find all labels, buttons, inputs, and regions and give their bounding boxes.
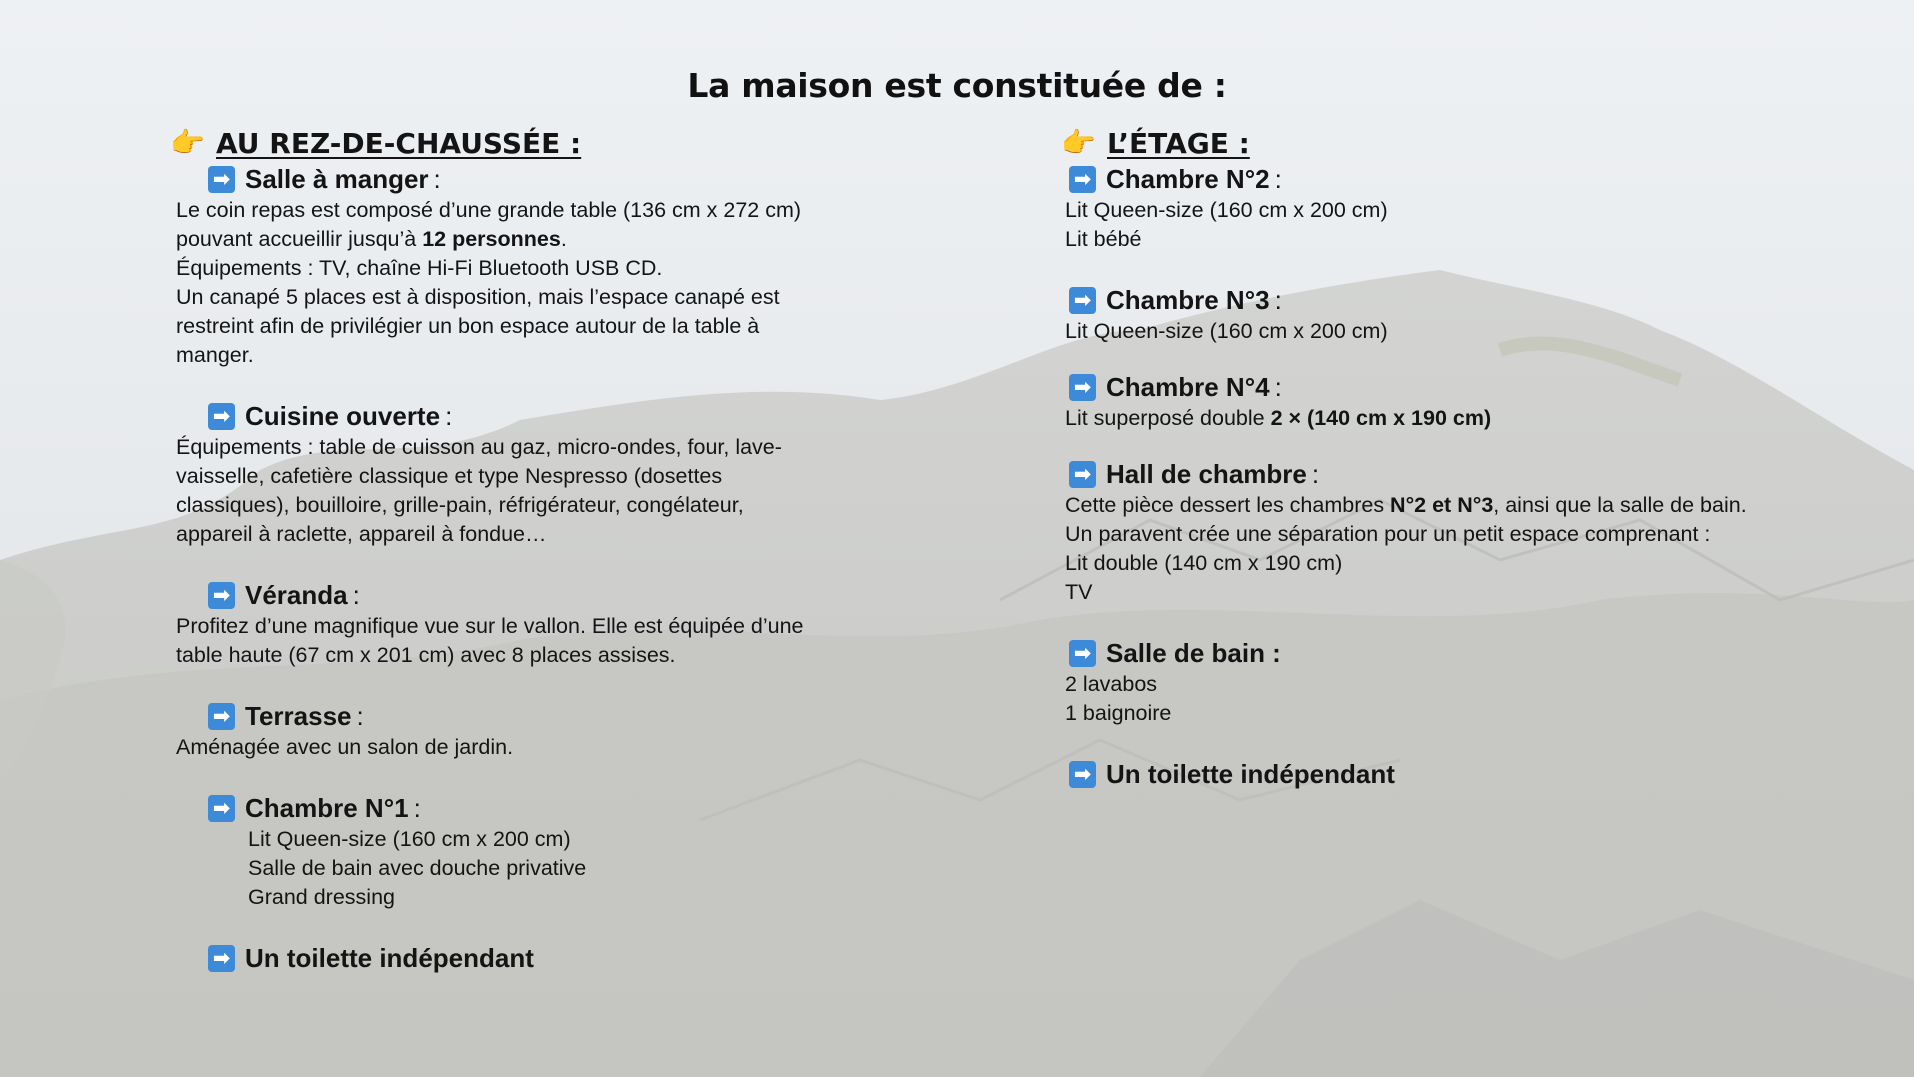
bedroom-3-description: Lit Queen-size (160 cm x 200 cm): [1065, 319, 1388, 343]
kitchen-description: Équipements : table de cuisson au gaz, micro-ondes, four, lave- vaisselle, cafetière classique et type Nespresso (dosettes classiques), bouilloire, grille-pain, réfrigérateur, congélateur, appareil à raclette, appareil à fondue…: [176, 435, 782, 546]
dining-room-description: Le coin repas est composé d’une grande table (136 cm x 272 cm) pouvant accueillir jusqu’à 12 personnes. Équipements : TV, chaîne Hi-Fi Bluetooth USB CD. Un canapé 5 places est à disposition, mais l’espace canapé est restreint afin de privilégier un bon espace autour de la table à manger.: [176, 198, 802, 367]
bathroom-section: [1065, 636, 1861, 728]
upstairs-toilet-heading: [1069, 757, 1861, 791]
bedroom-2-description: Lit Queen-size (160 cm x 200 cm) Lit bébé: [1065, 198, 1388, 251]
bedroom-2-section: [1065, 162, 1861, 254]
upstairs-heading-label: L’ÉTAGE :: [1107, 126, 1250, 160]
arrow-right-icon: ➡: [208, 582, 235, 609]
veranda-section: [176, 578, 932, 670]
dining-room-heading: ➡ Salle à manger :: [208, 162, 932, 196]
terrace-description: Aménagée avec un salon de jardin.: [176, 735, 514, 759]
arrow-right-icon: ➡: [1069, 761, 1096, 788]
dining-room-section: [176, 162, 932, 370]
page-title: La maison est constituée de :: [687, 66, 1227, 105]
kitchen-section: [176, 399, 932, 549]
bedroom-3-heading: ➡ Chambre N°3 :: [1069, 283, 1861, 317]
bedroom-3-title: Chambre N°3: [1106, 284, 1270, 315]
upstairs-toilet-title: Un toilette indépendant: [1106, 758, 1395, 789]
bedroom-hall-title: Hall de chambre: [1106, 458, 1307, 489]
upstairs-column: [1061, 124, 1861, 791]
bedroom-4-description: Lit superposé double 2 × (140 cm x 190 cm): [1065, 406, 1492, 430]
bedroom-4-section: [1065, 370, 1861, 433]
upstairs-toilet-section: [1069, 757, 1861, 791]
veranda-heading: ➡ Véranda :: [208, 578, 932, 612]
terrace-title: Terrasse: [245, 700, 352, 731]
bedroom-1-section: [208, 791, 932, 912]
upstairs-heading: [1061, 124, 1861, 162]
ground-floor-heading: [170, 124, 932, 162]
bedroom-1-title: Chambre N°1: [245, 792, 409, 823]
bedroom-hall-heading: ➡ Hall de chambre :: [1069, 457, 1861, 491]
bedroom-2-heading: ➡ Chambre N°2 :: [1069, 162, 1861, 196]
arrow-right-icon: ➡: [208, 795, 235, 822]
arrow-right-icon: ➡: [1069, 166, 1096, 193]
veranda-description: Profitez d’une magnifique vue sur le vallon. Elle est équipée d’une table haute (67 cm x 201 cm) avec 8 places assises.: [176, 614, 804, 667]
dining-room-title: Salle à manger: [245, 163, 429, 194]
bedroom-4-title: Chambre N°4: [1106, 371, 1270, 402]
terrace-heading: ➡ Terrasse :: [208, 699, 932, 733]
bedroom-4-heading: ➡ Chambre N°4 :: [1069, 370, 1861, 404]
bedroom-2-title: Chambre N°2: [1106, 163, 1270, 194]
arrow-right-icon: ➡: [208, 166, 235, 193]
pointing-hand-icon: 👉: [170, 126, 205, 159]
arrow-right-icon: ➡: [1069, 640, 1096, 667]
toilet-title: Un toilette indépendant: [245, 942, 534, 973]
arrow-right-icon: ➡: [1069, 461, 1096, 488]
ground-floor-column: [172, 124, 932, 975]
bedroom-1-description: Lit Queen-size (160 cm x 200 cm) Salle de bain avec douche privative Grand dressing: [248, 827, 587, 909]
arrow-right-icon: ➡: [1069, 287, 1096, 314]
toilet-section: [208, 941, 932, 975]
bedroom-hall-description: Cette pièce dessert les chambres N°2 et N°3, ainsi que la salle de bain. Un paravent crée une séparation pour un petit espace comprenant : Lit double (140 cm x 190 cm) TV: [1065, 493, 1747, 604]
kitchen-title: Cuisine ouverte: [245, 400, 441, 431]
bathroom-description: 2 lavabos 1 baignoire: [1065, 672, 1172, 725]
arrow-right-icon: ➡: [208, 703, 235, 730]
bathroom-title: Salle de bain :: [1106, 637, 1281, 668]
bedroom-1-heading: ➡ Chambre N°1 :: [208, 791, 932, 825]
veranda-title: Véranda: [245, 579, 348, 610]
arrow-right-icon: ➡: [208, 403, 235, 430]
bedroom-3-section: [1065, 283, 1861, 346]
kitchen-heading: ➡ Cuisine ouverte :: [208, 399, 932, 433]
toilet-heading: [208, 941, 932, 975]
bathroom-heading: [1069, 636, 1861, 670]
arrow-right-icon: ➡: [1069, 374, 1096, 401]
ground-floor-heading-label: AU REZ-DE-CHAUSSÉE :: [216, 126, 582, 160]
arrow-right-icon: ➡: [208, 945, 235, 972]
terrace-section: [176, 699, 932, 762]
bedroom-hall-section: [1065, 457, 1861, 607]
pointing-hand-icon: 👉: [1061, 126, 1096, 159]
